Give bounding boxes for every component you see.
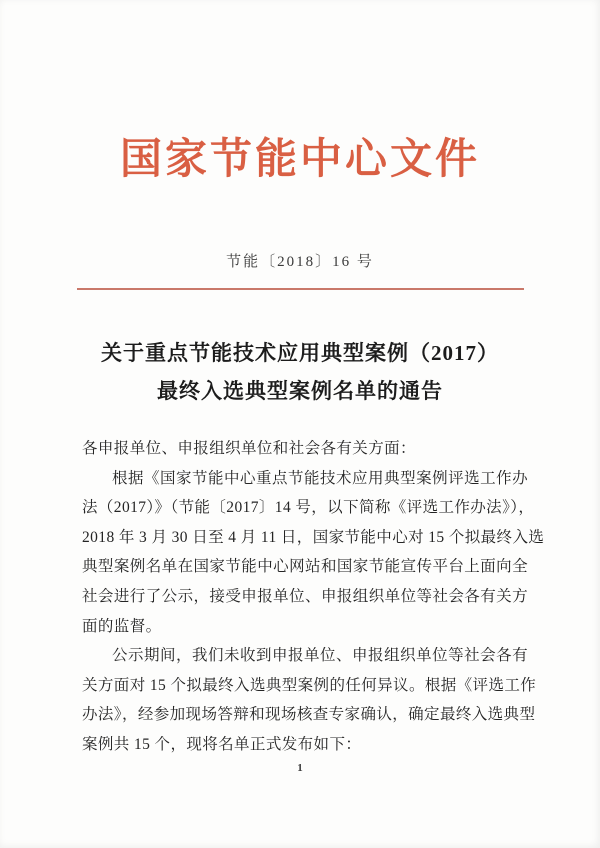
agency-letterhead-title: 国家节能中心文件 xyxy=(119,137,480,183)
body-text-line: 社会进行了公示，接受申报单位、申报组织单位等社会各有关方 xyxy=(82,587,528,605)
body-text-line: 面的监督。 xyxy=(82,617,162,635)
body-text-line: 根据《国家节能中心重点节能技术应用典型案例评选工作办 xyxy=(112,469,528,487)
body-text-line: 关方面对 15 个拟最终入选典型案例的任何异议。根据《评选工作 xyxy=(82,676,537,694)
notice-title-line1: 关于重点节能技术应用典型案例（2017） xyxy=(101,341,499,365)
body-text-line: 各申报单位、申报组织单位和社会各有关方面： xyxy=(82,440,416,457)
body-text-line: 典型案例名单在国家节能中心网站和国家节能宣传平台上面向全 xyxy=(82,558,528,576)
body-text-line: 法（2017）》（节能〔2017〕14 号，以下简称《评选工作办法》）， xyxy=(82,499,535,517)
page-number: 1 xyxy=(297,762,303,774)
body-text-line: 案例共 15 个，现将名单正式发布如下： xyxy=(82,735,362,753)
body-text-line: 公示期间，我们未收到申报单位、申报组织单位等社会各有 xyxy=(112,647,528,665)
body-text-line: 办法》，经参加现场答辩和现场核查专家确认，确定最终入选典型 xyxy=(82,706,536,724)
document-reference-number: 节能〔2018〕16 号 xyxy=(226,254,374,270)
red-divider-line xyxy=(77,288,524,290)
document-body-text xyxy=(82,434,545,760)
notice-title xyxy=(0,334,600,410)
body-text-line: 2018 年 3 月 30 日至 4 月 11 日，国家节能中心对 15 个拟最终入选 xyxy=(82,528,545,546)
notice-title-line2: 最终入选典型案例名单的通告 xyxy=(157,379,443,403)
